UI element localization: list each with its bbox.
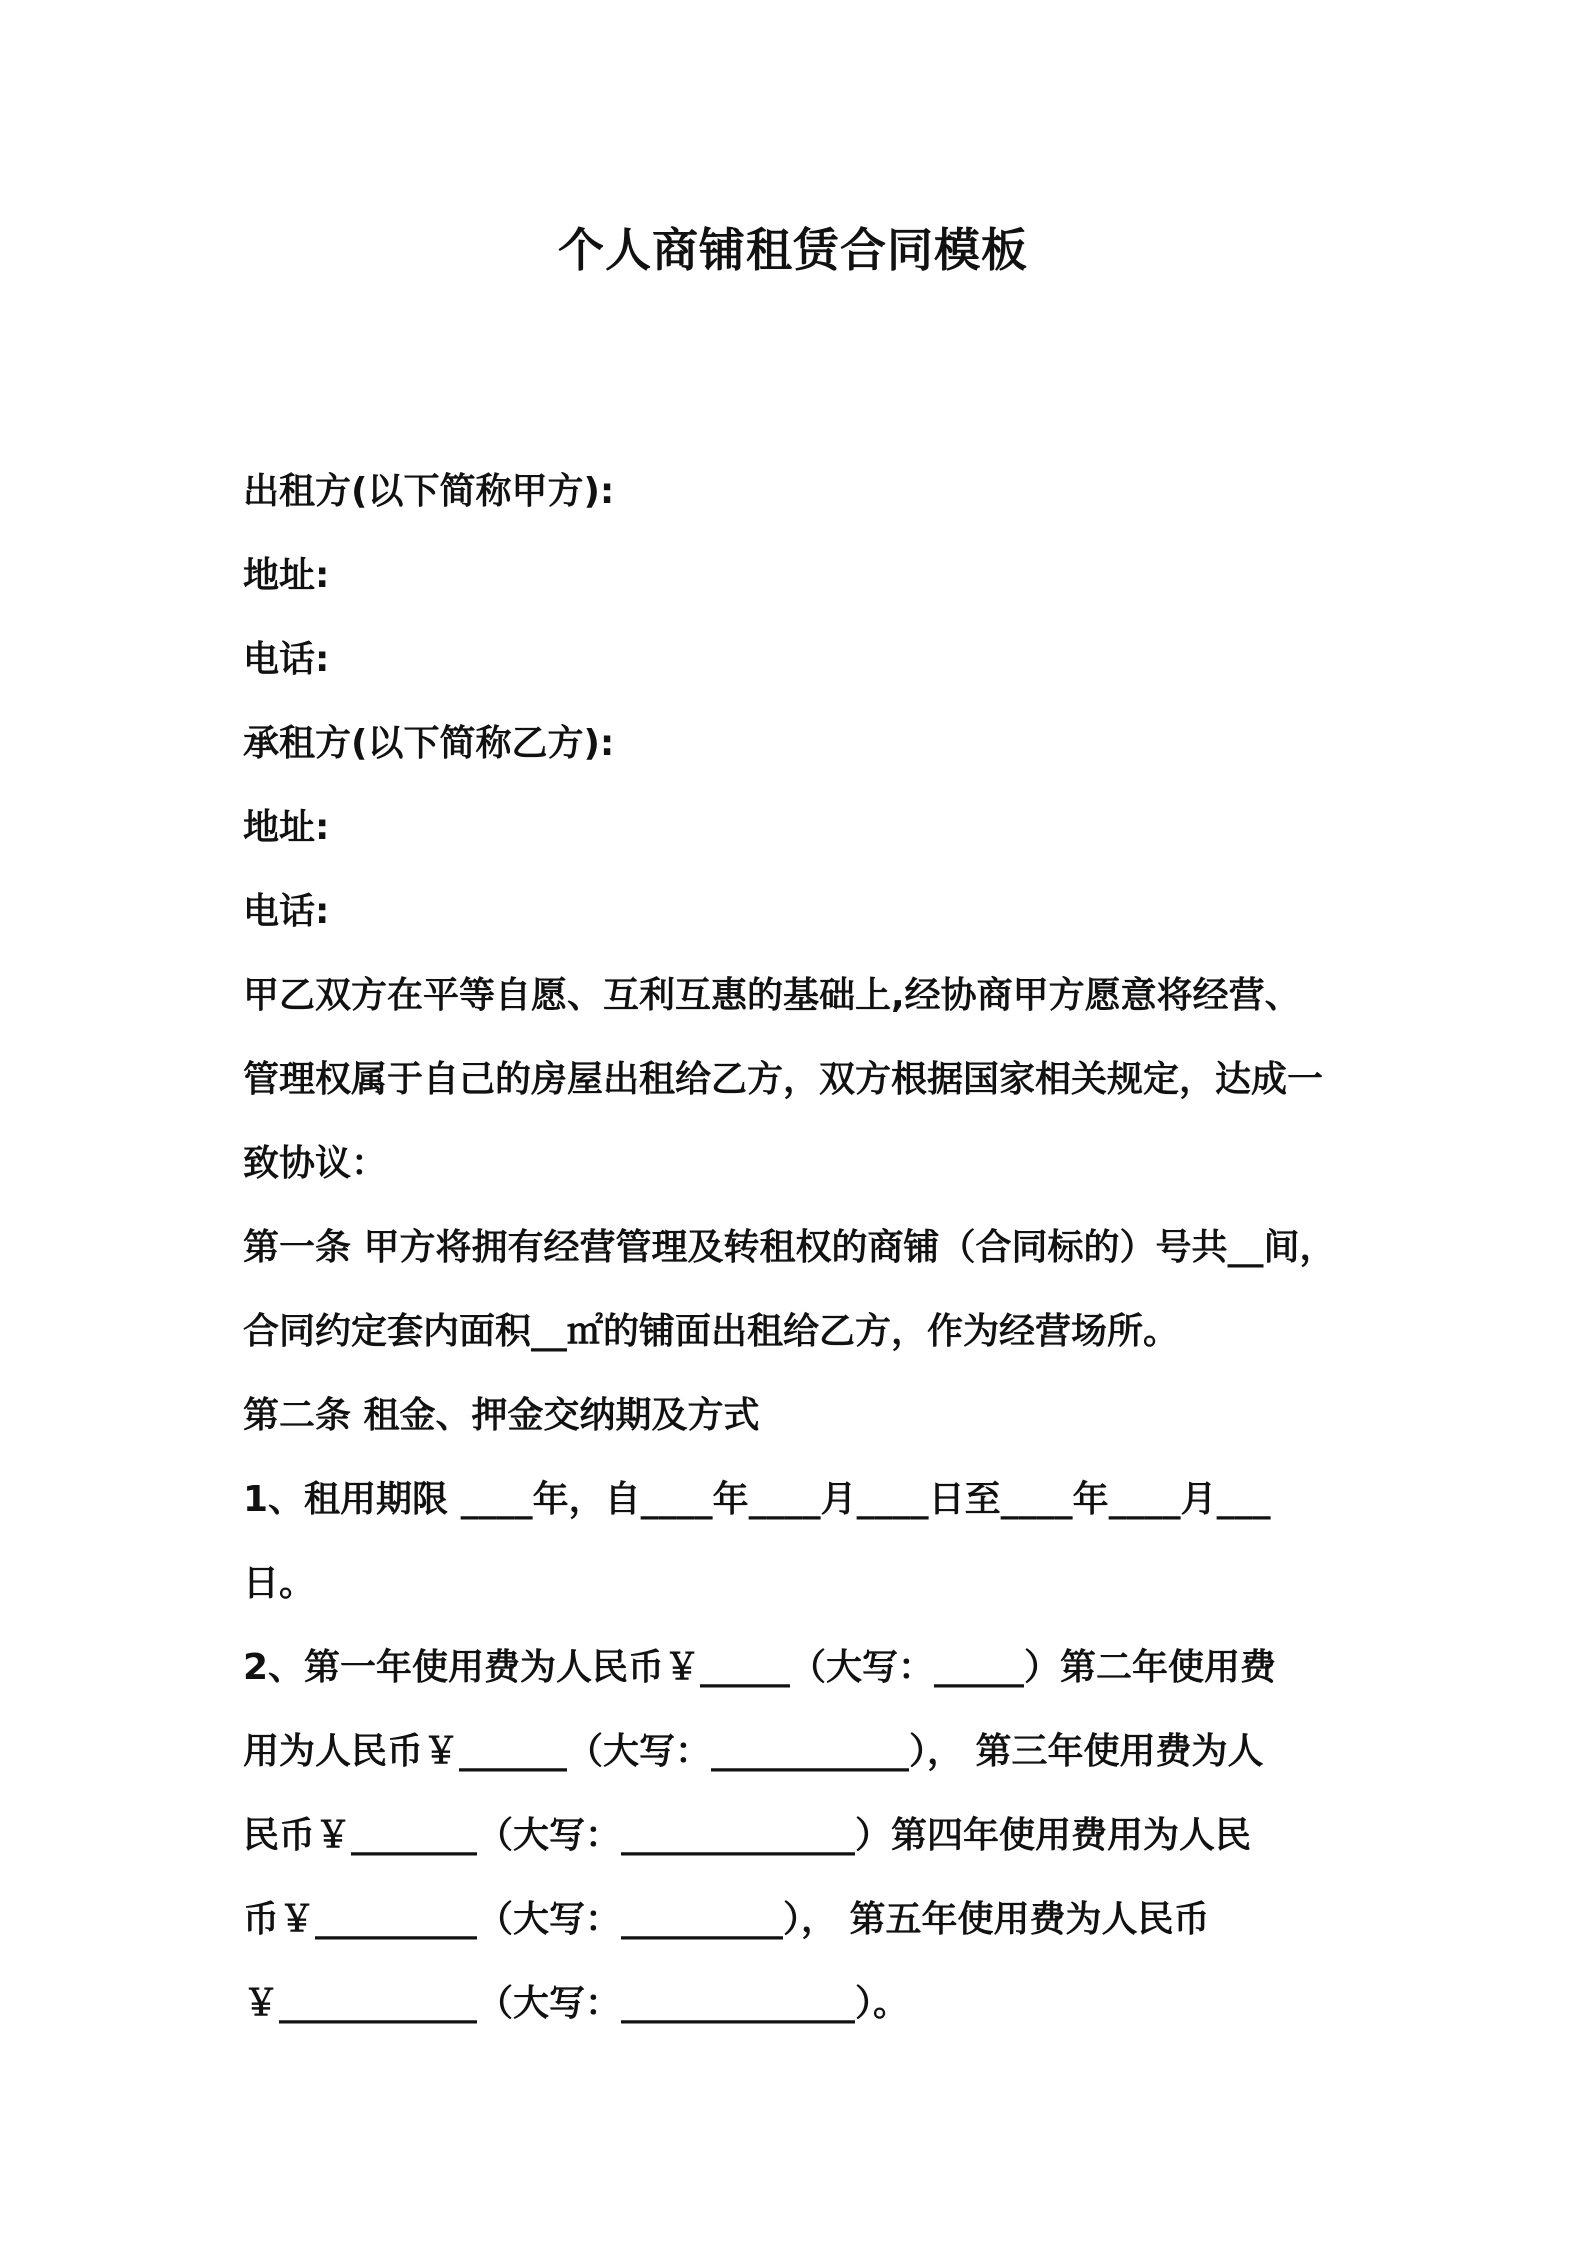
lessee-address-line: 地址: [243, 807, 330, 848]
preamble-line: 管理权属于自己的房屋出租给乙方，双方根据国家相关规定，达成一 [243, 1059, 1324, 1100]
preamble-line: 致协议： [243, 1143, 388, 1184]
clause1-line: 日。 [243, 1563, 316, 1604]
clause1-line: 1、租用期限 ____年，自____年____月____日至____年____月___ [243, 1479, 1271, 1520]
lessor-phone-line: 电话: [243, 639, 330, 680]
lessee-phone-line: 电话: [243, 891, 330, 932]
clause2-line: 币￥_________（大写：_________）， 第五年使用费为人民币 [243, 1899, 1210, 1940]
clause2-line: 民币￥_______（大写：_____________）第四年使用费用为人民 [243, 1815, 1252, 1856]
clause2-line: ￥___________（大写：_____________）。 [243, 1983, 910, 2024]
document-body [243, 450, 1363, 2046]
article2-heading: 第二条 租金、押金交纳期及方式 [243, 1395, 760, 1436]
lessee-line: 承租方(以下简称乙方): [243, 723, 615, 764]
lessor-line: 出租方(以下简称甲方): [243, 471, 615, 512]
article1-line: 合同约定套内面积__㎡的铺面出租给乙方，作为经营场所。 [243, 1311, 1180, 1352]
document-title: 个人商铺租赁合同模板 [558, 223, 1028, 277]
article1-line: 第一条 甲方将拥有经营管理及转租权的商铺（合同标的）号共__间， [243, 1227, 1336, 1268]
clause2-line: 2、第一年使用费为人民币￥_____（大写：_____）第二年使用费 [243, 1647, 1277, 1688]
preamble-line: 甲乙双方在平等自愿、互利互惠的基础上,经协商甲方愿意将经营、 [243, 975, 1301, 1016]
lessor-address-line: 地址: [243, 555, 330, 596]
clause2-line: 用为人民币￥______（大写：___________）， 第三年使用费为人 [243, 1731, 1264, 1772]
